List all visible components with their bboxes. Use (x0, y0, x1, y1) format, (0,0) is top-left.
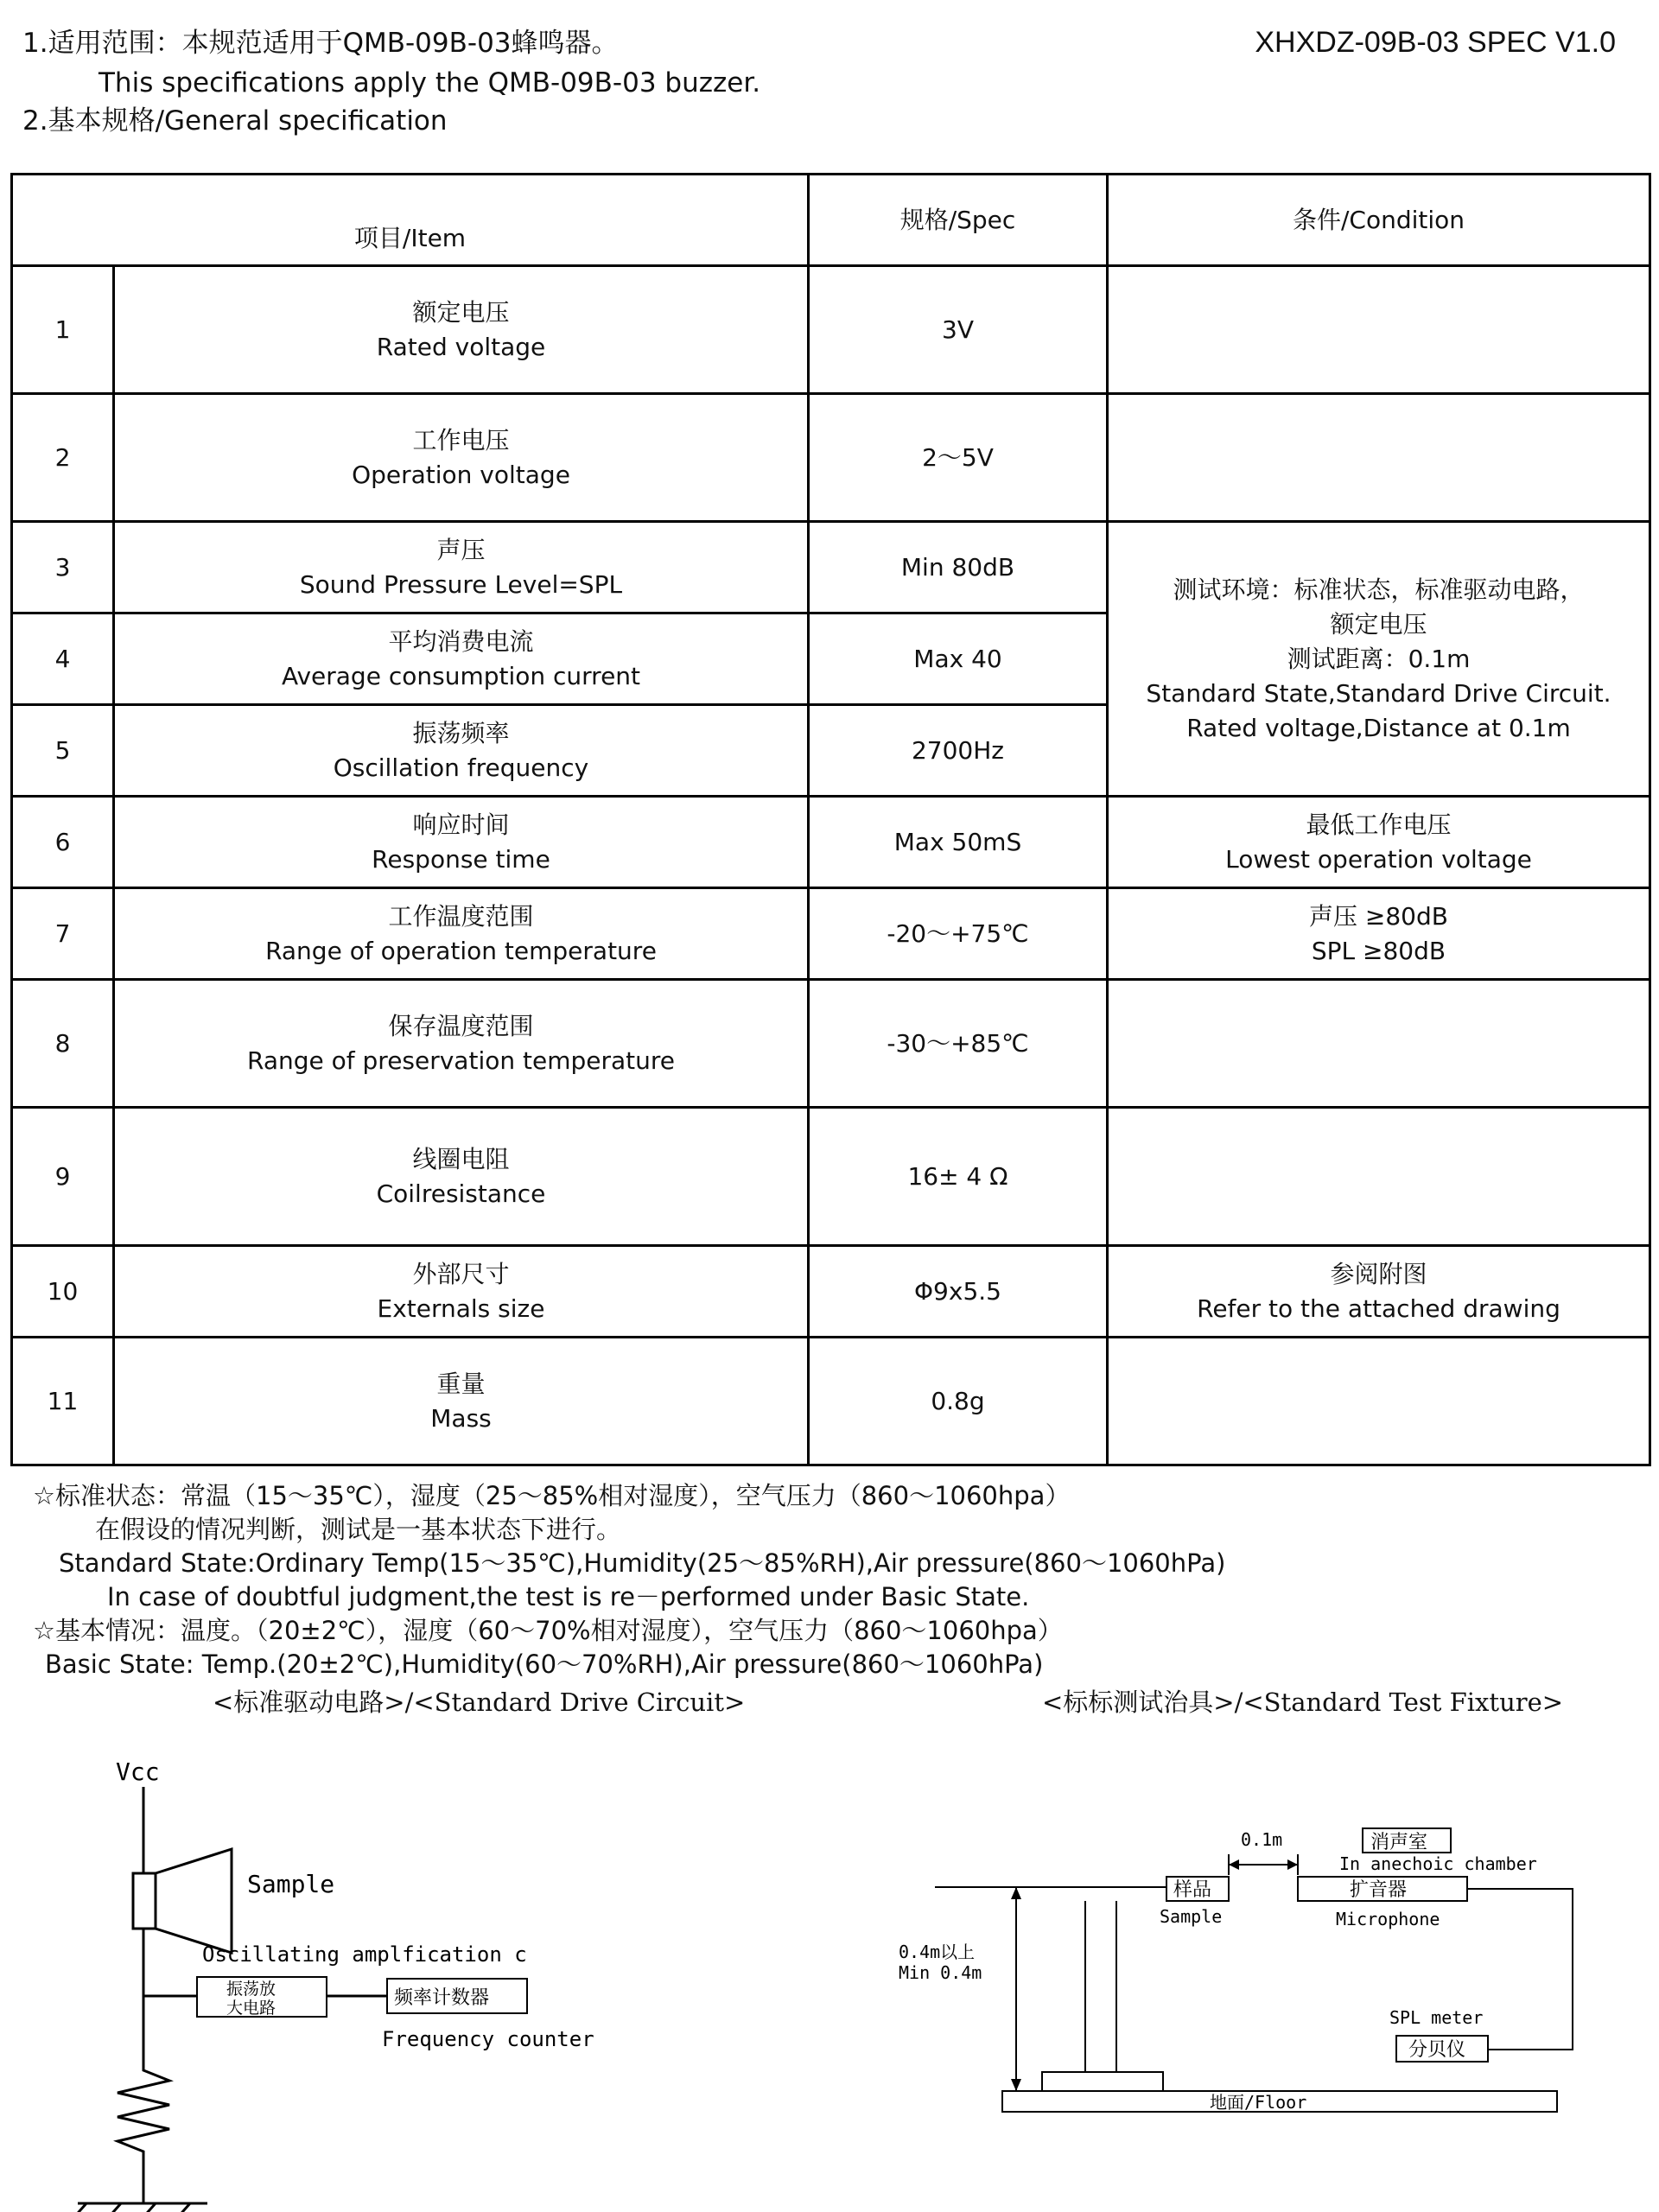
spec-cell: -30～+85℃ (809, 980, 1108, 1108)
sample-label: Sample (247, 1870, 335, 1898)
chamber-cn-label: 消声室 (1370, 1832, 1428, 1853)
sample-en-label: Sample (1160, 1906, 1223, 1927)
condition-cell (1108, 1108, 1650, 1246)
height-cn-label: 0.4m以上 (899, 1942, 976, 1962)
chamber-en-label: In anechoic chamber (1339, 1853, 1537, 1874)
spl-meter-en-label: SPL meter (1389, 2007, 1484, 2028)
arrow-head (1011, 2079, 1021, 2091)
spec-cell: -20～+75℃ (809, 888, 1108, 980)
table-row (12, 797, 1650, 888)
table-row (12, 1108, 1650, 1246)
spec-cell: Min 80dB (809, 522, 1108, 613)
row-number: 11 (12, 1338, 114, 1465)
condition-cell (1108, 394, 1650, 522)
note-standard-state-en: Standard State:Ordinary Temp(15～35℃),Humidity(25～85%RH),Air pressure(860～1060hPa) (59, 1548, 1226, 1578)
scope-line-1: 1.适用范围：本规范适用于QMB-09B-03蜂鸣器。 (22, 28, 619, 59)
speaker-body (133, 1873, 156, 1929)
resistor-icon (118, 2055, 169, 2203)
arrow-head (1011, 1887, 1021, 1899)
row-number: 1 (12, 266, 114, 394)
note-basic-state-cn: ☆基本情况：温度。（20±2℃），湿度（60～70%相对湿度），空气压力（860～1060hpa） (33, 1616, 1063, 1645)
condition-cell (1108, 266, 1650, 394)
item-cell: 声压 Sound Pressure Level=SPL (114, 522, 809, 613)
row-number: 3 (12, 522, 114, 613)
condition-cell (1108, 980, 1650, 1108)
speaker-icon (156, 1849, 232, 1953)
sample-cn-label: 样品 (1173, 1879, 1212, 1901)
merged-test-condition: 测试环境：标准状态，标准驱动电路， 额定电压 测试距离：0.1m Standard State,Standard Drive Circuit. Rated voltage,Distance at 0.1m (1108, 522, 1650, 797)
table-header-row (12, 175, 1650, 266)
item-cell: 线圈电阻 Coilresistance (114, 1108, 809, 1246)
table-row (12, 980, 1650, 1108)
table-row (12, 266, 1650, 394)
row-number: 7 (12, 888, 114, 980)
osc-box-label-1: 振荡放 (226, 1980, 276, 1999)
row-number: 4 (12, 613, 114, 705)
spec-cell: Φ9x5.5 (809, 1246, 1108, 1338)
item-cell: 振荡频率 Oscillation frequency (114, 705, 809, 797)
item-cell: 响应时间 Response time (114, 797, 809, 888)
condition-cell (1108, 1338, 1650, 1465)
item-cell: 工作温度范围 Range of operation temperature (114, 888, 809, 980)
general-spec-heading: 2.基本规格/General specification (22, 105, 448, 137)
table-row (12, 394, 1650, 522)
condition-cell: 参阅附图 Refer to the attached drawing (1108, 1246, 1650, 1338)
item-cell: 外部尺寸 Externals size (114, 1246, 809, 1338)
arrow-head (1287, 1859, 1298, 1870)
item-cell: 保存温度范围 Range of preservation temperature (114, 980, 809, 1108)
condition-cell: 最低工作电压 Lowest operation voltage (1108, 797, 1650, 888)
header-spec: 规格/Spec (809, 175, 1108, 266)
header-condition: 条件/Condition (1108, 175, 1650, 266)
item-cell: 平均消费电流 Average consumption current (114, 613, 809, 705)
counter-label: Frequency counter (382, 2027, 594, 2051)
condition-cell: 声压 ≥80dB SPL ≥80dB (1108, 888, 1650, 980)
table-row (12, 522, 1650, 613)
row-number: 6 (12, 797, 114, 888)
spec-cell: 0.8g (809, 1338, 1108, 1465)
drive-circuit-caption: <标准驱动电路>/<Standard Drive Circuit> (213, 1688, 746, 1717)
row-number: 2 (12, 394, 114, 522)
test-fixture-caption: <标标测试治具>/<Standard Test Fixture> (1042, 1688, 1564, 1717)
osc-box-label-2: 大电路 (226, 1999, 276, 2018)
spec-cell: 16± 4 Ω (809, 1108, 1108, 1246)
spec-cell: 3V (809, 266, 1108, 394)
vcc-label: Vcc (116, 1758, 160, 1786)
floor-label: 地面/Floor (1210, 2092, 1307, 2113)
mic-cn-label: 扩音器 (1350, 1879, 1408, 1901)
arrow-head (1229, 1859, 1239, 1870)
table-row (12, 1338, 1650, 1465)
row-number: 10 (12, 1246, 114, 1338)
item-cell: 工作电压 Operation voltage (114, 394, 809, 522)
spec-cell: 2～5V (809, 394, 1108, 522)
spec-cell: Max 50mS (809, 797, 1108, 888)
table-row (12, 1246, 1650, 1338)
row-number: 9 (12, 1108, 114, 1246)
note-doubtful-en: In case of doubtful judgment,the test is re－performed under Basic State. (107, 1582, 1030, 1611)
spec-table (10, 173, 1651, 1466)
test-fixture-diagram (847, 1806, 1624, 2126)
spec-cell: 2700Hz (809, 705, 1108, 797)
note-basic-state-en: Basic State: Temp.(20±2℃),Humidity(60～70%RH),Air pressure(860～1060hPa) (45, 1649, 1044, 1679)
row-number: 5 (12, 705, 114, 797)
spl-meter-cn-label: 分贝仪 (1408, 2039, 1466, 2061)
height-en-label: Min 0.4m (899, 1962, 982, 1983)
header-item: 项目/Item (12, 175, 809, 266)
item-cell: 重量 Mass (114, 1338, 809, 1465)
counter-box-label: 频率计数器 (394, 1987, 490, 2009)
document-id: XHXDZ-09B-03 SPEC V1.0 (1255, 26, 1616, 59)
item-cell: 额定电压 Rated voltage (114, 266, 809, 394)
spec-cell: Max 40 (809, 613, 1108, 705)
table-row (12, 888, 1650, 980)
scope-line-2: This specifications apply the QMB-09B-03 buzzer. (99, 67, 761, 99)
note-doubtful-cn: 在假设的情况判断，测试是一基本状态下进行。 (95, 1515, 622, 1544)
osc-amp-label: Oscillating amplfication c (202, 1942, 527, 1967)
drive-circuit-diagram (0, 1737, 778, 2212)
row-number: 8 (12, 980, 114, 1108)
stand-base (1042, 2072, 1163, 2091)
distance-label: 0.1m (1241, 1829, 1283, 1850)
mic-en-label: Microphone (1336, 1909, 1440, 1929)
note-standard-state-cn: ☆标准状态：常温（15～35℃），湿度（25～85%相对湿度），空气压力（860～1060hpa） (33, 1481, 1071, 1510)
